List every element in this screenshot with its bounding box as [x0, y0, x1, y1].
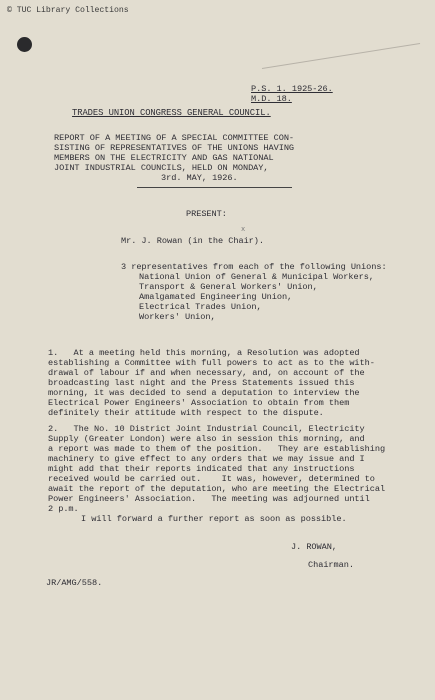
paragraph-1-line: 1. At a meeting held this morning, a Resolution was adopted [48, 348, 360, 358]
heading-line: SISTING OF REPRESENTATIVES OF THE UNIONS HAVING [54, 143, 295, 153]
paragraph-2-line: might add that their reports indicated that any instructions [48, 464, 355, 474]
representatives-intro: 3 representatives from each of the following Unions: [121, 262, 387, 272]
paragraph-2-line: 2 p.m. [48, 504, 79, 514]
reference-line-1: P.S. 1. 1925-26. [251, 84, 333, 94]
paragraph-1-line: Electrical Power Engineers' Association to obtain from them [48, 398, 350, 408]
heading-rule [137, 187, 292, 188]
paragraph-1-line: morning, it was decided to send a deputation to interview the [48, 388, 360, 398]
union-item: Workers' Union, [139, 312, 216, 322]
union-item: Electrical Trades Union, [139, 302, 262, 312]
punch-hole [17, 37, 32, 52]
paragraph-1-line: drawal of labour if and when necessary, and, on account of the [48, 368, 365, 378]
heading-line: 3rd. MAY, 1926. [161, 173, 238, 183]
pencil-mark [262, 43, 420, 69]
paragraph-1-line: definitely their attitude with respect to the dispute. [48, 408, 324, 418]
signature-name: J. ROWAN, [291, 542, 337, 552]
heading-line: REPORT OF A MEETING OF A SPECIAL COMMITTEE CON- [54, 133, 295, 143]
paragraph-2-line: await the report of the deputation, who are meeting the Electrical [48, 484, 386, 494]
heading-line: MEMBERS ON THE ELECTRICITY AND GAS NATIONAL [54, 153, 274, 163]
chair-line: Mr. J. Rowan (in the Chair). [121, 236, 264, 246]
present-label: PRESENT: [186, 209, 227, 219]
union-item: National Union of General & Municipal Workers, [139, 272, 374, 282]
organisation-title: TRADES UNION CONGRESS GENERAL COUNCIL. [72, 108, 271, 118]
paragraph-1-line: establishing a Committee with full powers to act as to the with- [48, 358, 375, 368]
paragraph-2-line: Power Engineers' Association. The meeting was adjourned until [48, 494, 370, 504]
signature-title: Chairman. [308, 560, 354, 570]
file-reference: JR/AMG/558. [46, 578, 103, 588]
paragraph-2-line: machinery to give effect to any orders that we may issue and I [48, 454, 365, 464]
heading-line: JOINT INDUSTRIAL COUNCILS, HELD ON MONDAY, [54, 163, 269, 173]
reference-line-2: M.D. 18. [251, 94, 292, 104]
pencil-tick: x [241, 226, 246, 234]
union-item: Amalgamated Engineering Union, [139, 292, 293, 302]
paragraph-2-line: 2. The No. 10 District Joint Industrial Council, Electricity [48, 424, 365, 434]
paragraph-2-line: a report was made to them of the position. They are establishing [48, 444, 386, 454]
paragraph-2-line: Supply (Greater London) were also in session this morning, and [48, 434, 365, 444]
copyright-notice: © TUC Library Collections [7, 6, 129, 15]
closing-line: I will forward a further report as soon as possible. [81, 514, 347, 524]
paragraph-2-line: received would be carried out. It was, however, determined to [48, 474, 375, 484]
union-item: Transport & General Workers' Union, [139, 282, 318, 292]
paragraph-1-line: broadcasting last night and the Press Statements issued this [48, 378, 355, 388]
